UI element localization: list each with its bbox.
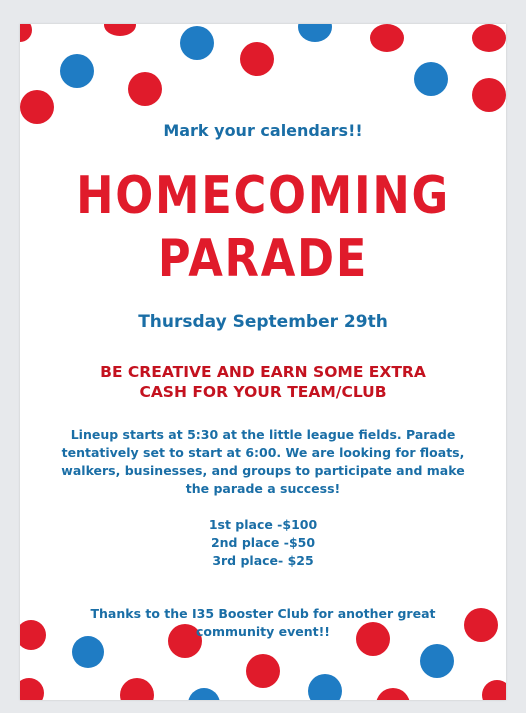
red-dot bbox=[20, 90, 54, 124]
red-dot bbox=[246, 654, 280, 688]
event-date: Thursday September 29th bbox=[138, 312, 388, 332]
red-dot bbox=[20, 678, 44, 700]
thanks-note: Thanks to the I35 Booster Club for another great community event!! bbox=[90, 606, 436, 639]
red-dot bbox=[120, 678, 154, 700]
blue-dot bbox=[188, 688, 220, 700]
blue-dot bbox=[180, 26, 214, 60]
red-dot bbox=[104, 24, 136, 36]
lineup-details: Lineup starts at 5:30 at the little league fields. Parade tentatively set to start at 6:00. We are looking for floats, walkers, businesses, and groups to participate and make the parade a success! bbox=[61, 427, 465, 496]
title-line-2: PARADE bbox=[157, 229, 369, 289]
tagline: Mark your calendars!! bbox=[163, 121, 363, 140]
red-dot bbox=[240, 42, 274, 76]
red-dot bbox=[370, 24, 404, 52]
prize-item: 1st place -$100 bbox=[208, 517, 318, 532]
creative-line-1: BE CREATIVE AND EARN SOME EXTRA bbox=[100, 363, 426, 381]
blue-dot bbox=[420, 644, 454, 678]
creative-line-2: CASH FOR YOUR TEAM/CLUB bbox=[139, 383, 387, 401]
blue-dot bbox=[308, 674, 342, 700]
red-dot bbox=[472, 78, 506, 112]
red-dot bbox=[20, 24, 32, 42]
blue-dot bbox=[298, 24, 332, 42]
red-dot bbox=[482, 680, 506, 700]
prize-list bbox=[20, 516, 506, 570]
red-dot bbox=[128, 72, 162, 106]
prize-item: 3rd place- $25 bbox=[212, 553, 314, 568]
prize-item: 2nd place -$50 bbox=[210, 535, 316, 550]
blue-dot bbox=[60, 54, 94, 88]
red-dot bbox=[472, 24, 506, 52]
title-line-1: HOMECOMING bbox=[76, 166, 450, 226]
blue-dot bbox=[414, 62, 448, 96]
creative-callout bbox=[20, 362, 506, 402]
parade-flyer bbox=[20, 24, 506, 700]
red-dot bbox=[376, 688, 410, 700]
